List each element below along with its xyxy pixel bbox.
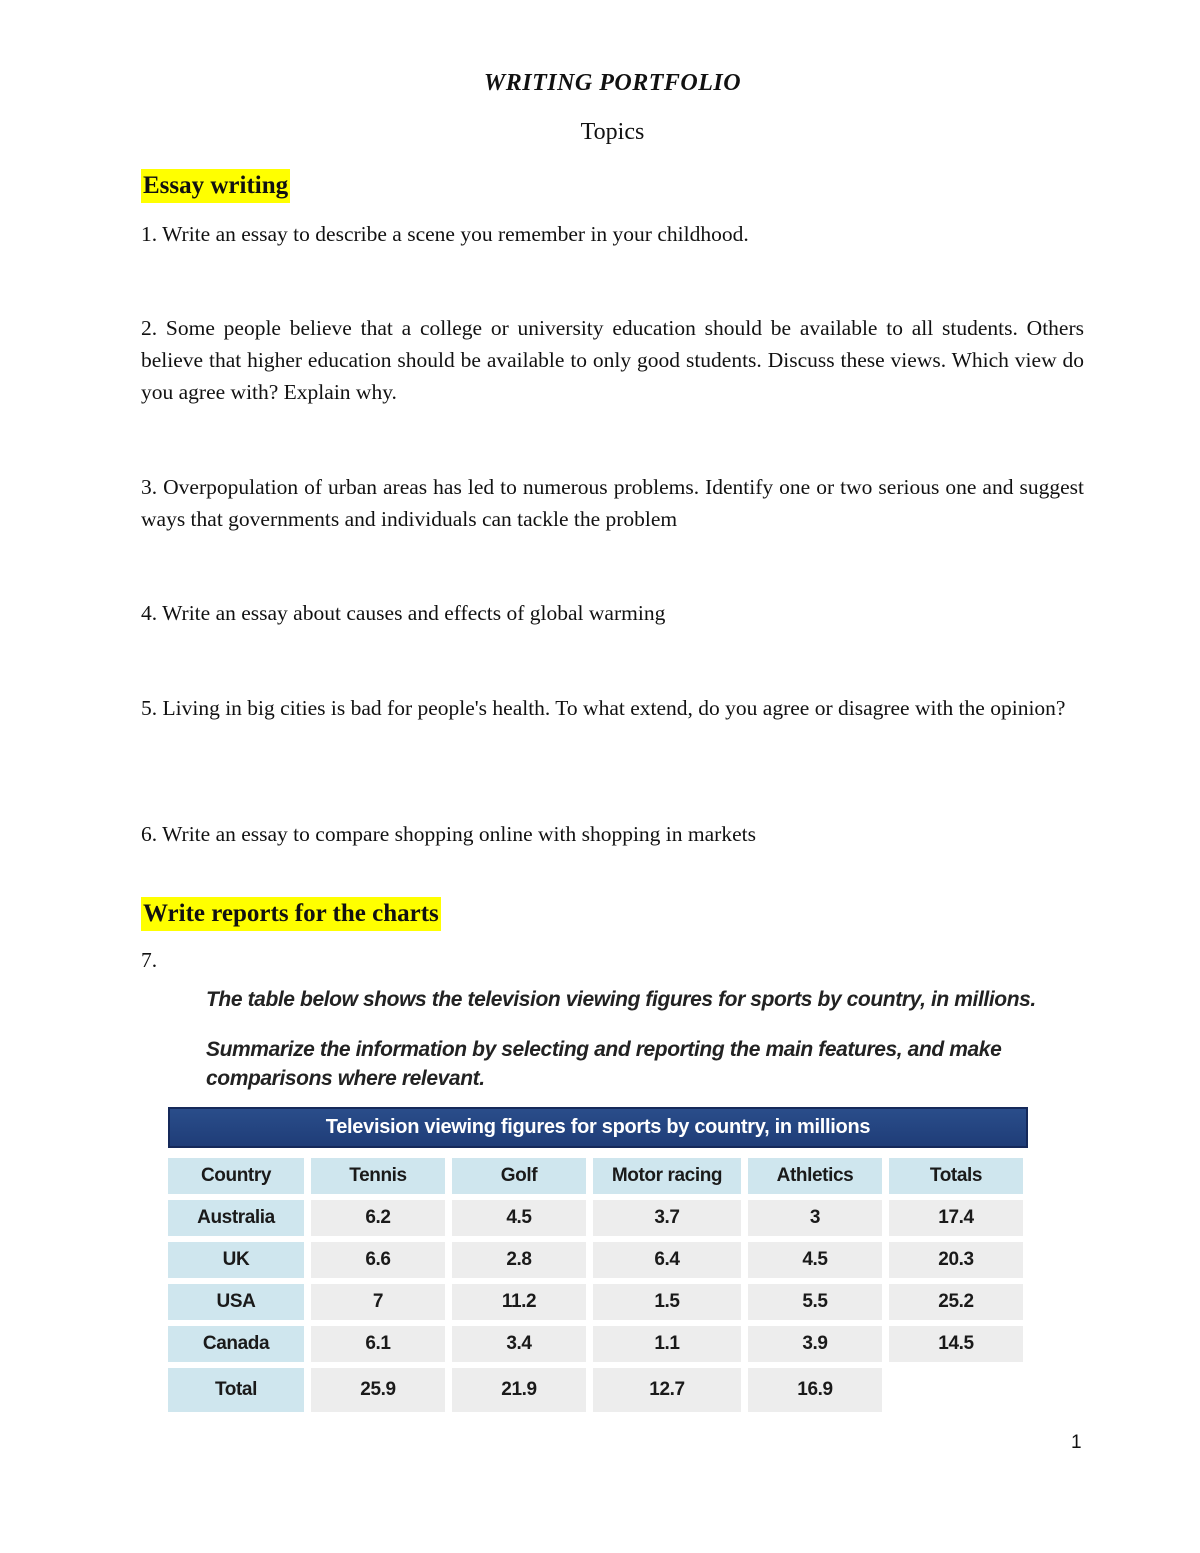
table-row-label: USA (168, 1284, 304, 1320)
table-header-cell: Tennis (311, 1158, 445, 1194)
table-title: Television viewing figures for sports by country, in millions (168, 1107, 1028, 1148)
page-number: 1 (1071, 1432, 1082, 1453)
report-heading: Write reports for the charts (141, 897, 441, 931)
table-value-cell: 3.9 (748, 1326, 882, 1362)
table-empty-cell (889, 1368, 1023, 1412)
essay-topic-1: 1. Write an essay to describe a scene you remember in your childhood. (141, 222, 749, 246)
viewing-figures-table (168, 1107, 1028, 1412)
essay-topic-5: 5. Living in big cities is bad for people's health. To what extend, do you agree or disagree with the opinion? (141, 696, 1066, 720)
table-header-cell: Athletics (748, 1158, 882, 1194)
table-header-cell: Motor racing (593, 1158, 741, 1194)
table-header-cell: Golf (452, 1158, 586, 1194)
report-item-number: 7. (141, 948, 158, 972)
table-value-cell: 25.9 (311, 1368, 445, 1412)
table-row-label: Total (168, 1368, 304, 1412)
table-value-cell: 12.7 (593, 1368, 741, 1412)
table-value-cell: 4.5 (748, 1242, 882, 1278)
table-value-cell: 3.7 (593, 1200, 741, 1236)
table-value-cell: 2.8 (452, 1242, 586, 1278)
essay-topic-4: 4. Write an essay about causes and effects of global warming (141, 601, 666, 625)
table-header-cell: Country (168, 1158, 304, 1194)
table-value-cell: 5.5 (748, 1284, 882, 1320)
table-value-cell: 21.9 (452, 1368, 586, 1412)
table-value-cell: 20.3 (889, 1242, 1023, 1278)
table-value-cell: 6.1 (311, 1326, 445, 1362)
report-prompt-line-2: Summarize the information by selecting and reporting the main features, and make comparisons where relevant. (206, 1038, 1002, 1090)
table-value-cell: 4.5 (452, 1200, 586, 1236)
essay-topic-2: 2. Some people believe that a college or university education should be available to all students. Others believe that higher education should be available to only good students. Discuss these views. Which view do you agree with? Explain why. (141, 316, 1084, 404)
table-value-cell: 11.2 (452, 1284, 586, 1320)
table-value-cell: 3 (748, 1200, 882, 1236)
table-value-cell: 7 (311, 1284, 445, 1320)
table-value-cell: 3.4 (452, 1326, 586, 1362)
table-row-label: Australia (168, 1200, 304, 1236)
essay-topic-3: 3. Overpopulation of urban areas has led to numerous problems. Identify one or two serious one and suggest ways that governments and individuals can tackle the problem (141, 475, 1084, 531)
essay-writing-heading: Essay writing (141, 169, 290, 203)
table-value-cell: 1.5 (593, 1284, 741, 1320)
table-value-cell: 16.9 (748, 1368, 882, 1412)
table-value-cell: 6.6 (311, 1242, 445, 1278)
table-row-label: Canada (168, 1326, 304, 1362)
table-grid (168, 1158, 1028, 1412)
table-value-cell: 14.5 (889, 1326, 1023, 1362)
table-value-cell: 25.2 (889, 1284, 1023, 1320)
table-header-cell: Totals (889, 1158, 1023, 1194)
table-row-label: UK (168, 1242, 304, 1278)
table-value-cell: 6.2 (311, 1200, 445, 1236)
table-value-cell: 1.1 (593, 1326, 741, 1362)
essay-topic-6: 6. Write an essay to compare shopping online with shopping in markets (141, 822, 756, 846)
document-subtitle: Topics (580, 119, 645, 145)
table-value-cell: 6.4 (593, 1242, 741, 1278)
document-title: WRITING PORTFOLIO (483, 70, 742, 96)
table-value-cell: 17.4 (889, 1200, 1023, 1236)
report-prompt-line-1: The table below shows the television viewing figures for sports by country, in millions. (206, 988, 1036, 1011)
